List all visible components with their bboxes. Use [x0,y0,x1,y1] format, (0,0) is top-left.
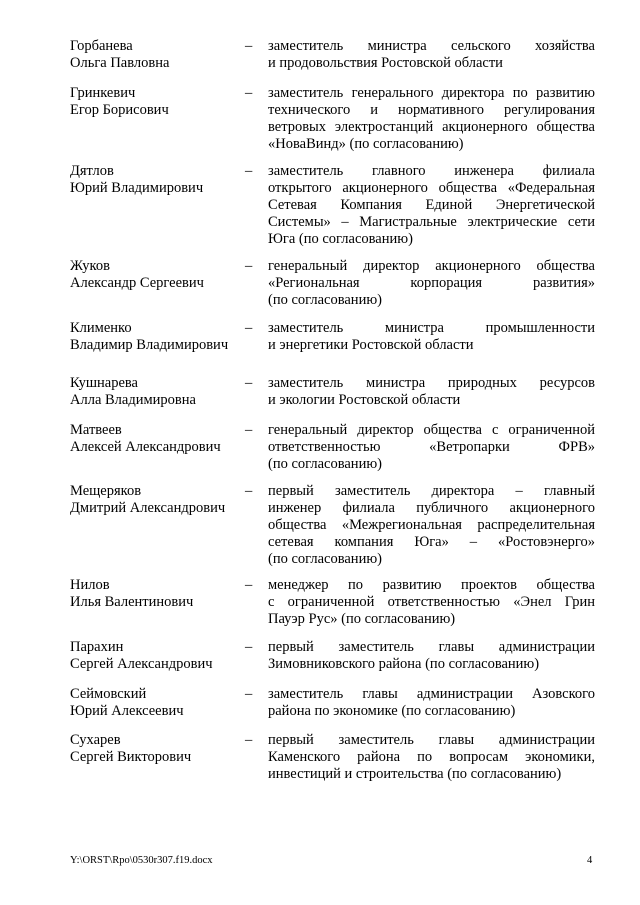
position-line: и продовольствия Ростовской области [268,55,503,71]
separator-dash: – [245,85,253,101]
member-name [70,422,253,456]
separator-dash: – [245,375,253,391]
member-position [268,577,595,628]
member-name [70,258,253,292]
position-line: и энергетики Ростовской области [268,337,474,353]
member-position [268,258,595,309]
member-surname: Жуков [70,258,110,274]
member-given-names: Алла Владимировна [70,392,196,408]
position-line: ответственностью «Ветропарки ФРВ» [268,439,595,455]
position-line: «Региональная корпорация развития» [268,275,595,291]
member-position [268,686,595,720]
position-line: (по согласованию) [268,551,382,567]
member-surname: Нилов [70,577,110,593]
member-given-names: Владимир Владимирович [70,337,229,353]
position-line: заместитель министра промышленности [268,320,595,336]
position-line: Системы» – Магистральные электрические сети [268,214,595,230]
member-position [268,163,595,248]
separator-dash: – [245,320,253,336]
member-name [70,483,253,517]
position-line: заместитель министра сельского хозяйства [268,38,595,54]
member-name [70,320,253,354]
position-line: заместитель генерального директора по развитию [268,85,595,101]
position-line: Пауэр Рус» (по согласованию) [268,611,456,627]
member-position [268,320,595,354]
position-line: первый заместитель главы администрации [268,732,595,748]
position-line: инвестиций и строительства (по согласованию) [268,766,562,782]
separator-dash: – [245,732,253,748]
separator-dash: – [245,483,253,499]
member-given-names: Юрий Владимирович [70,180,204,196]
position-line: заместитель министра природных ресурсов [268,375,595,391]
position-line: генеральный директор общества с ограниченной [268,422,595,438]
member-position [268,375,595,409]
position-line: Сетевая Компания Единой Энергетической [268,197,595,213]
position-line: открытого акционерного общества «Федеральная [268,180,595,196]
position-line: инженер филиала публичного акционерного [268,500,595,516]
member-surname: Матвеев [70,422,122,438]
position-line: первый заместитель директора – главный [268,483,595,499]
member-given-names: Юрий Алексеевич [70,703,184,719]
member-name [70,38,253,72]
member-given-names: Сергей Александрович [70,656,213,672]
position-line: Зимовниковского района (по согласованию) [268,656,540,672]
position-line: (по согласованию) [268,292,382,308]
member-given-names: Егор Борисович [70,102,169,118]
position-line: (по согласованию) [268,456,382,472]
member-surname: Парахин [70,639,124,655]
member-position [268,639,595,673]
member-surname: Гринкевич [70,85,136,101]
member-name [70,85,253,119]
position-line: «НоваВинд» (по согласованию) [268,136,464,152]
member-given-names: Сергей Викторович [70,749,192,765]
position-line: общества «Межрегиональная распределительная [268,517,595,533]
member-given-names: Ольга Павловна [70,55,170,71]
member-given-names: Алексей Александрович [70,439,221,455]
position-line: ветровых электростанций акционерного общества [268,119,595,135]
member-name [70,375,253,409]
position-line: заместитель главного инженера филиала [268,163,595,179]
separator-dash: – [245,422,253,438]
position-line: и экологии Ростовской области [268,392,461,408]
member-surname: Мещеряков [70,483,142,499]
position-line: сетевая компания Юга» – «Ростовэнерго» [268,534,595,550]
member-name [70,686,253,720]
member-position [268,38,595,72]
member-surname: Горбанева [70,38,133,54]
member-position [268,483,595,568]
member-name [70,577,253,611]
member-given-names: Дмитрий Александрович [70,500,226,516]
position-line: с ограниченной ответственностью «Энел Грин [268,594,595,610]
member-surname: Сухарев [70,732,121,748]
separator-dash: – [245,686,253,702]
footer-page-number: 4 [587,855,593,866]
member-surname: Дятлов [70,163,114,179]
member-surname: Сеймовский [70,686,147,702]
member-surname: Клименко [70,320,132,336]
member-given-names: Илья Валентинович [70,594,194,610]
member-surname: Кушнарева [70,375,138,391]
position-line: технического и нормативного регулирования [268,102,595,118]
separator-dash: – [245,38,253,54]
position-line: первый заместитель главы администрации [268,639,595,655]
member-given-names: Александр Сергеевич [70,275,204,291]
member-name [70,639,253,673]
separator-dash: – [245,639,253,655]
member-position [268,732,595,783]
position-line: Каменского района по вопросам экономики, [268,749,595,765]
position-line: генеральный директор акционерного общества [268,258,595,274]
position-line: менеджер по развитию проектов общества [268,577,595,593]
member-name [70,163,253,197]
member-position [268,422,595,473]
position-line: района по экономике (по согласованию) [268,703,516,719]
separator-dash: – [245,163,253,179]
position-line: заместитель главы администрации Азовского [268,686,595,702]
footer-file-path: Y:\ORST\Rpo\0530r307.f19.docx [70,855,213,866]
member-name [70,732,253,766]
member-position [268,85,595,153]
separator-dash: – [245,577,253,593]
separator-dash: – [245,258,253,274]
position-line: Юга (по согласованию) [268,231,413,247]
